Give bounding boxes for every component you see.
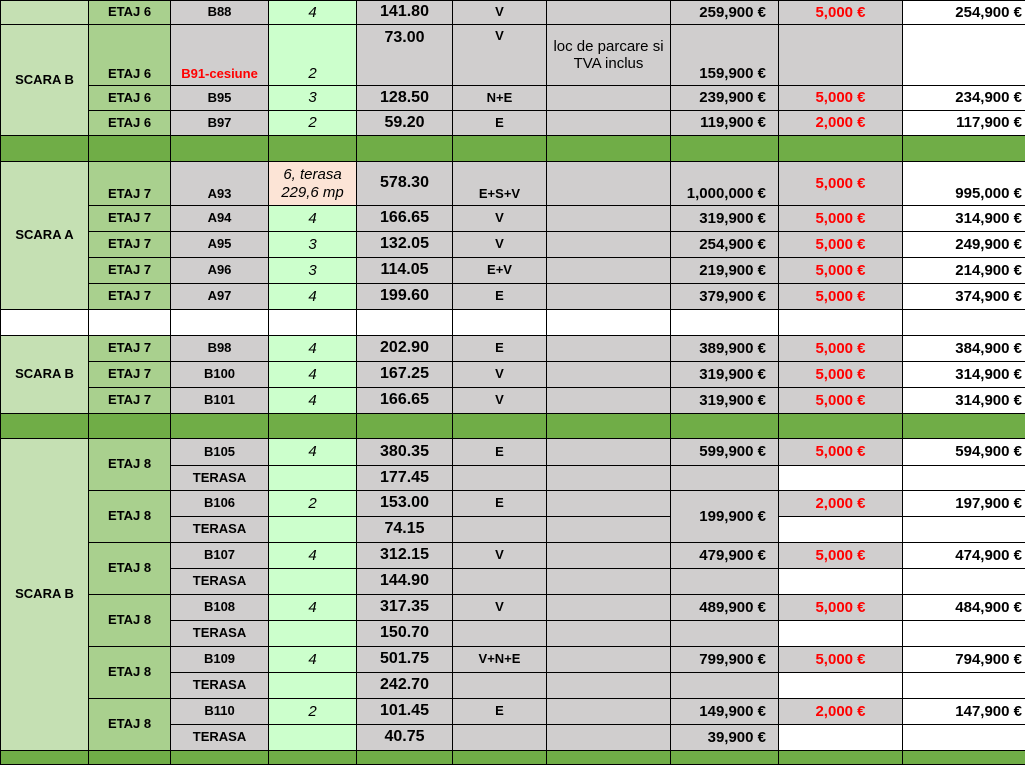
- final-price-cell: 594,900 €: [902, 438, 1025, 466]
- separator-band: [0, 413, 89, 439]
- empty-cell: [778, 309, 903, 336]
- list-price-cell: 119,900 €: [670, 110, 779, 136]
- separator-band: [778, 135, 903, 162]
- note-cell: [546, 0, 671, 25]
- separator-band: [778, 413, 903, 439]
- rooms-cell: 4: [268, 438, 357, 466]
- orientation-cell: E: [452, 335, 547, 362]
- apartment-cell: A96: [170, 257, 269, 284]
- list-price-cell: 319,900 €: [670, 205, 779, 232]
- rooms-cell: 4: [268, 594, 357, 621]
- list-price-cell: [670, 672, 779, 699]
- etaj-cell: ETAJ 7: [88, 361, 171, 388]
- orientation-cell: [452, 672, 547, 699]
- empty-cell: [170, 309, 269, 336]
- empty-cell: [778, 620, 903, 647]
- note-cell: [546, 490, 671, 517]
- area-cell: 153.00: [356, 490, 453, 517]
- area-cell: 501.75: [356, 646, 453, 673]
- orientation-cell: E: [452, 110, 547, 136]
- apartment-cell: B100: [170, 361, 269, 388]
- list-price-cell: 479,900 €: [670, 542, 779, 569]
- empty-cell: [0, 309, 89, 336]
- orientation-cell: E: [452, 283, 547, 310]
- etaj-cell: ETAJ 6: [88, 85, 171, 111]
- area-cell: 101.45: [356, 698, 453, 725]
- final-price-cell: 314,900 €: [902, 387, 1025, 414]
- etaj-cell: ETAJ 8: [88, 542, 171, 595]
- note-cell: [546, 387, 671, 414]
- final-price-cell: 197,900 €: [902, 490, 1025, 517]
- orientation-cell: V: [452, 542, 547, 569]
- empty-cell: [778, 724, 903, 751]
- scara-cell: SCARA B: [0, 335, 89, 414]
- etaj-cell: ETAJ 6: [88, 24, 171, 86]
- rooms-cell: [268, 620, 357, 647]
- final-price-cell: 234,900 €: [902, 85, 1025, 111]
- orientation-cell: E: [452, 490, 547, 517]
- area-cell: 166.65: [356, 387, 453, 414]
- etaj-cell: ETAJ 6: [88, 0, 171, 25]
- final-price-cell: 214,900 €: [902, 257, 1025, 284]
- note-cell: [546, 161, 671, 206]
- orientation-cell: V: [452, 387, 547, 414]
- orientation-cell: V+N+E: [452, 646, 547, 673]
- rooms-cell: 4: [268, 361, 357, 388]
- rooms-cell: 3: [268, 85, 357, 111]
- orientation-cell: N+E: [452, 85, 547, 111]
- apartment-cell: A97: [170, 283, 269, 310]
- discount-cell: 5,000 €: [778, 161, 903, 206]
- area-cell: 202.90: [356, 335, 453, 362]
- area-cell: 380.35: [356, 438, 453, 466]
- area-cell: 141.80: [356, 0, 453, 25]
- etaj-cell: ETAJ 8: [88, 438, 171, 491]
- final-price-cell: 374,900 €: [902, 283, 1025, 310]
- rooms-cell: 4: [268, 0, 357, 25]
- separator-band: [170, 750, 269, 765]
- apartment-cell: A94: [170, 205, 269, 232]
- rooms-cell: [268, 672, 357, 699]
- etaj-cell: ETAJ 8: [88, 490, 171, 543]
- separator-band: [902, 135, 1025, 162]
- rooms-cell: 4: [268, 542, 357, 569]
- rooms-cell: 2: [268, 24, 357, 86]
- apartment-cell: B109: [170, 646, 269, 673]
- apartment-cell: B97: [170, 110, 269, 136]
- empty-cell: [778, 516, 903, 543]
- final-price-cell: 794,900 €: [902, 646, 1025, 673]
- etaj-cell: ETAJ 7: [88, 161, 171, 206]
- discount-cell: 5,000 €: [778, 387, 903, 414]
- rooms-cell: 6, terasa 229,6 mp: [268, 161, 357, 206]
- rooms-cell: [268, 568, 357, 595]
- separator-band: [356, 750, 453, 765]
- orientation-cell: [452, 568, 547, 595]
- note-cell: [546, 620, 671, 647]
- etaj-cell: ETAJ 7: [88, 205, 171, 232]
- final-price-cell: 314,900 €: [902, 361, 1025, 388]
- apartment-cell: B106: [170, 490, 269, 517]
- note-cell: [546, 283, 671, 310]
- discount-cell: 5,000 €: [778, 361, 903, 388]
- apartment-cell: TERASA: [170, 516, 269, 543]
- list-price-cell: 319,900 €: [670, 387, 779, 414]
- etaj-cell: ETAJ 7: [88, 257, 171, 284]
- note-cell: [546, 361, 671, 388]
- note-cell: [546, 465, 671, 491]
- note-cell: [546, 231, 671, 258]
- note-cell: [546, 516, 671, 543]
- discount-cell: [778, 24, 903, 86]
- orientation-cell: V: [452, 594, 547, 621]
- separator-band: [356, 413, 453, 439]
- separator-band: [452, 135, 547, 162]
- note-cell: [546, 438, 671, 466]
- etaj-cell: ETAJ 7: [88, 283, 171, 310]
- orientation-cell: V: [452, 24, 547, 86]
- separator-band: [670, 750, 779, 765]
- separator-band: [902, 750, 1025, 765]
- etaj-cell: ETAJ 8: [88, 646, 171, 699]
- area-cell: 74.15: [356, 516, 453, 543]
- separator-band: [902, 413, 1025, 439]
- final-price-cell: 249,900 €: [902, 231, 1025, 258]
- empty-cell: [902, 672, 1025, 699]
- discount-cell: 2,000 €: [778, 698, 903, 725]
- separator-band: [268, 750, 357, 765]
- area-cell: 144.90: [356, 568, 453, 595]
- orientation-cell: E: [452, 438, 547, 466]
- apartment-cell: B98: [170, 335, 269, 362]
- apartment-cell: B110: [170, 698, 269, 725]
- area-cell: 40.75: [356, 724, 453, 751]
- list-price-cell: 389,900 €: [670, 335, 779, 362]
- list-price-cell: [670, 465, 779, 491]
- area-cell: 114.05: [356, 257, 453, 284]
- empty-cell: [670, 309, 779, 336]
- list-price-cell: 319,900 €: [670, 361, 779, 388]
- empty-cell: [902, 724, 1025, 751]
- final-price-cell: 474,900 €: [902, 542, 1025, 569]
- apartment-cell: B107: [170, 542, 269, 569]
- scara-cell: SCARA B: [0, 24, 89, 136]
- rooms-cell: 3: [268, 231, 357, 258]
- scara-cell: [0, 0, 89, 25]
- etaj-cell: ETAJ 7: [88, 387, 171, 414]
- discount-cell: 5,000 €: [778, 205, 903, 232]
- apartment-cell: B105: [170, 438, 269, 466]
- separator-band: [268, 135, 357, 162]
- note-cell: [546, 542, 671, 569]
- apartment-cell: TERASA: [170, 465, 269, 491]
- apartment-cell: B95: [170, 85, 269, 111]
- apartment-cell: B101: [170, 387, 269, 414]
- separator-band: [0, 135, 89, 162]
- orientation-cell: [452, 516, 547, 543]
- note-cell: [546, 568, 671, 595]
- separator-band: [88, 750, 171, 765]
- scara-cell: SCARA B: [0, 438, 89, 751]
- discount-cell: 2,000 €: [778, 110, 903, 136]
- apartment-cell: A93: [170, 161, 269, 206]
- area-cell: 578.30: [356, 161, 453, 206]
- apartment-cell: TERASA: [170, 568, 269, 595]
- empty-cell: [902, 516, 1025, 543]
- empty-cell: [778, 465, 903, 491]
- list-price-cell: 259,900 €: [670, 0, 779, 25]
- list-price-cell: 379,900 €: [670, 283, 779, 310]
- discount-cell: 5,000 €: [778, 646, 903, 673]
- separator-band: [170, 135, 269, 162]
- note-cell: [546, 205, 671, 232]
- rooms-cell: 2: [268, 110, 357, 136]
- discount-cell: 2,000 €: [778, 490, 903, 517]
- area-cell: 59.20: [356, 110, 453, 136]
- area-cell: 317.35: [356, 594, 453, 621]
- separator-band: [356, 135, 453, 162]
- orientation-cell: [452, 620, 547, 647]
- orientation-cell: V: [452, 361, 547, 388]
- note-cell: [546, 594, 671, 621]
- discount-cell: 5,000 €: [778, 335, 903, 362]
- area-cell: 132.05: [356, 231, 453, 258]
- final-price-cell: 117,900 €: [902, 110, 1025, 136]
- separator-band: [546, 750, 671, 765]
- area-cell: 73.00: [356, 24, 453, 86]
- orientation-cell: E+V: [452, 257, 547, 284]
- rooms-cell: [268, 724, 357, 751]
- apartment-cell: B108: [170, 594, 269, 621]
- separator-band: [170, 413, 269, 439]
- orientation-cell: V: [452, 0, 547, 25]
- discount-cell: 5,000 €: [778, 542, 903, 569]
- orientation-cell: [452, 465, 547, 491]
- rooms-cell: 4: [268, 205, 357, 232]
- separator-band: [778, 750, 903, 765]
- empty-cell: [902, 465, 1025, 491]
- note-cell: [546, 672, 671, 699]
- etaj-cell: ETAJ 8: [88, 594, 171, 647]
- note-cell: [546, 698, 671, 725]
- separator-band: [268, 413, 357, 439]
- rooms-cell: 4: [268, 387, 357, 414]
- empty-cell: [356, 309, 453, 336]
- list-price-cell: 149,900 €: [670, 698, 779, 725]
- separator-band: [670, 135, 779, 162]
- list-price-cell: 239,900 €: [670, 85, 779, 111]
- separator-band: [546, 413, 671, 439]
- orientation-cell: [452, 724, 547, 751]
- note-cell: [546, 646, 671, 673]
- list-price-cell: 254,900 €: [670, 231, 779, 258]
- separator-band: [0, 750, 89, 765]
- final-price-cell: 995,000 €: [902, 161, 1025, 206]
- final-price-cell: 484,900 €: [902, 594, 1025, 621]
- etaj-cell: ETAJ 7: [88, 231, 171, 258]
- area-cell: 128.50: [356, 85, 453, 111]
- separator-band: [546, 135, 671, 162]
- rooms-cell: 4: [268, 283, 357, 310]
- apartment-cell: B88: [170, 0, 269, 25]
- area-cell: 150.70: [356, 620, 453, 647]
- orientation-cell: E: [452, 698, 547, 725]
- discount-cell: 5,000 €: [778, 231, 903, 258]
- empty-cell: [778, 568, 903, 595]
- separator-band: [88, 413, 171, 439]
- list-price-cell: 219,900 €: [670, 257, 779, 284]
- apartment-cell: A95: [170, 231, 269, 258]
- empty-cell: [902, 620, 1025, 647]
- note-cell: [546, 110, 671, 136]
- area-cell: 312.15: [356, 542, 453, 569]
- rooms-cell: 4: [268, 335, 357, 362]
- final-price-cell: 384,900 €: [902, 335, 1025, 362]
- list-price-cell: 39,900 €: [670, 724, 779, 751]
- list-price-cell: 599,900 €: [670, 438, 779, 466]
- empty-cell: [778, 672, 903, 699]
- list-price-cell: 159,900 €: [670, 24, 779, 86]
- discount-cell: 5,000 €: [778, 257, 903, 284]
- separator-band: [452, 750, 547, 765]
- apartment-cell: TERASA: [170, 672, 269, 699]
- area-cell: 177.45: [356, 465, 453, 491]
- etaj-cell: ETAJ 7: [88, 335, 171, 362]
- apartment-cell: B91-cesiune: [170, 24, 269, 86]
- orientation-cell: V: [452, 231, 547, 258]
- orientation-cell: V: [452, 205, 547, 232]
- apartment-cell: TERASA: [170, 724, 269, 751]
- discount-cell: 5,000 €: [778, 283, 903, 310]
- final-price-cell: 147,900 €: [902, 698, 1025, 725]
- list-price-cell: 1,000,000 €: [670, 161, 779, 206]
- apartment-cell: TERASA: [170, 620, 269, 647]
- empty-cell: [452, 309, 547, 336]
- discount-cell: 5,000 €: [778, 594, 903, 621]
- separator-band: [88, 135, 171, 162]
- rooms-cell: 3: [268, 257, 357, 284]
- list-price-cell: 489,900 €: [670, 594, 779, 621]
- area-cell: 199.60: [356, 283, 453, 310]
- rooms-cell: [268, 516, 357, 543]
- area-cell: 242.70: [356, 672, 453, 699]
- note-cell: [546, 335, 671, 362]
- separator-band: [670, 413, 779, 439]
- list-price-cell: [670, 620, 779, 647]
- empty-cell: [268, 309, 357, 336]
- rooms-cell: 2: [268, 698, 357, 725]
- discount-cell: 5,000 €: [778, 438, 903, 466]
- area-cell: 166.65: [356, 205, 453, 232]
- scara-cell: SCARA A: [0, 161, 89, 310]
- note-cell: [546, 257, 671, 284]
- empty-cell: [88, 309, 171, 336]
- empty-cell: [546, 309, 671, 336]
- final-price-cell: 254,900 €: [902, 0, 1025, 25]
- separator-band: [452, 413, 547, 439]
- empty-cell: [902, 568, 1025, 595]
- empty-cell: [902, 309, 1025, 336]
- note-cell: loc de parcare si TVA inclus: [546, 24, 671, 86]
- orientation-cell: E+S+V: [452, 161, 547, 206]
- discount-cell: 5,000 €: [778, 0, 903, 25]
- etaj-cell: ETAJ 8: [88, 698, 171, 751]
- discount-cell: 5,000 €: [778, 85, 903, 111]
- list-price-cell: 199,900 €: [670, 490, 779, 543]
- area-cell: 167.25: [356, 361, 453, 388]
- note-cell: [546, 85, 671, 111]
- rooms-cell: 2: [268, 490, 357, 517]
- list-price-cell: [670, 568, 779, 595]
- etaj-cell: ETAJ 6: [88, 110, 171, 136]
- rooms-cell: 4: [268, 646, 357, 673]
- rooms-cell: [268, 465, 357, 491]
- final-price-cell: 314,900 €: [902, 205, 1025, 232]
- list-price-cell: 799,900 €: [670, 646, 779, 673]
- final-price-cell: [902, 24, 1025, 86]
- note-cell: [546, 724, 671, 751]
